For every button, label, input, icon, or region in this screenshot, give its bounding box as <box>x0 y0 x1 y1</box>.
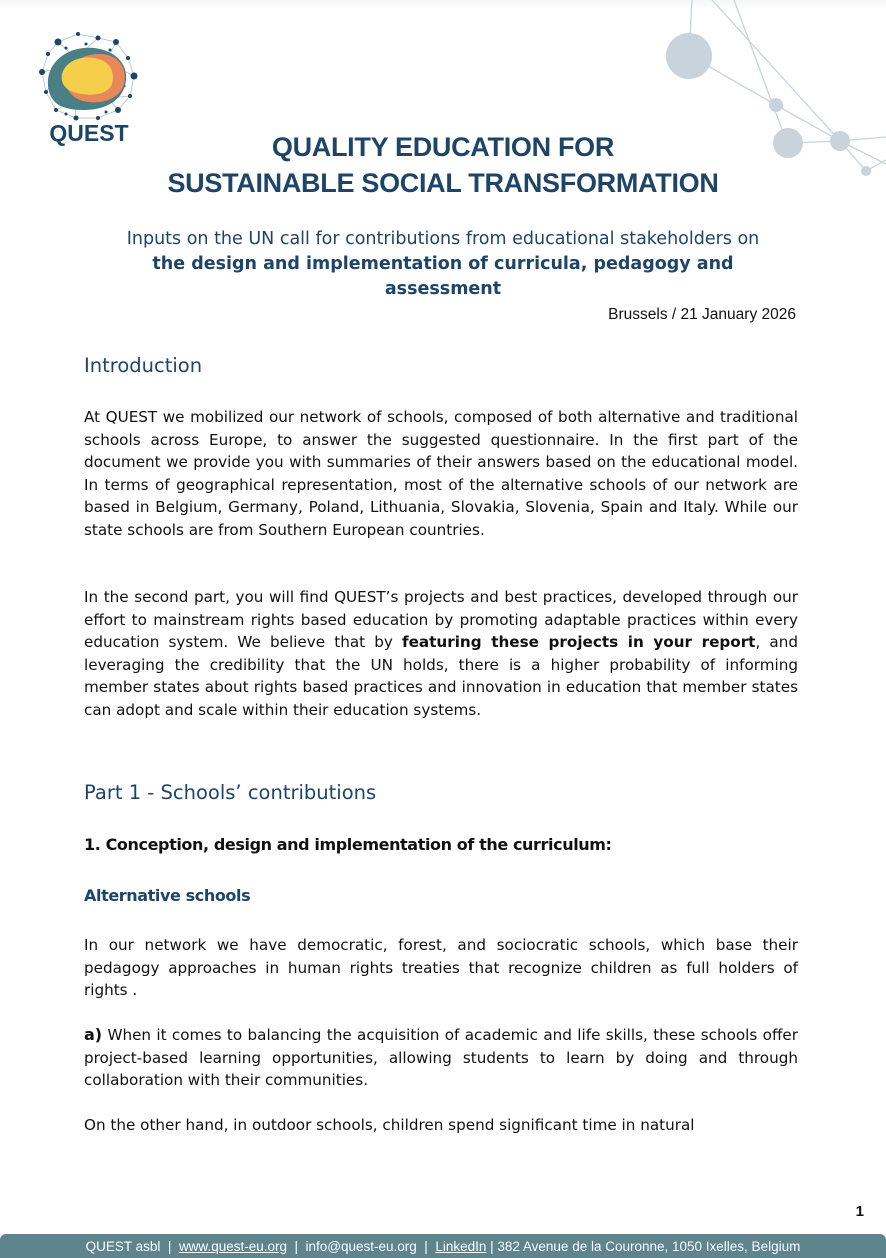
introduction-paragraph-1: At QUEST we mobilized our network of schools, composed of both alternative and traditional schools across Europe, to answer the suggested questionnaire. In the first part of the document we provide you with summaries of their answers based on the educational model. In terms of geographical representation, most of the alternative schools of our network are based in Belgium, Germany, Poland, Lithuania, Slovakia, Slovenia, Spain and Italy. While our state schools are from Southern European countries. <box>84 408 798 539</box>
item-label-a: a) <box>84 1025 103 1044</box>
part1-paragraph-1: In our network we have democratic, forest, and sociocratic schools, which base their pedagogy approaches in human rights treaties that recognize children as full holders of rights . <box>84 936 798 999</box>
alternative-schools-subheading: Alternative schools <box>84 886 251 905</box>
document-date: Brussels / 21 January 2026 <box>608 306 796 323</box>
document-title-line-1: QUALITY EDUCATION FOR <box>271 132 615 162</box>
para2-bold-emphasis: featuring these projects in your report <box>402 633 756 651</box>
footer-separator: | <box>416 1238 436 1254</box>
introduction-paragraph-2 <box>84 586 798 721</box>
footer-separator: | <box>160 1238 179 1254</box>
introduction-heading: Introduction <box>84 354 203 377</box>
footer-website-link[interactable]: www.quest-eu.org <box>178 1238 287 1254</box>
section-1-heading: 1. Conception, design and implementation of the curriculum: <box>84 835 612 854</box>
part1-paragraph-3: On the other hand, in outdoor schools, children spend significant time in natural <box>84 1116 695 1134</box>
footer-linkedin-link[interactable]: LinkedIn <box>435 1238 487 1254</box>
part1-heading: Part 1 - Schools’ contributions <box>84 781 377 804</box>
part1-paragraph-2 <box>84 1024 798 1092</box>
svg-text:QUEST: QUEST <box>49 120 129 146</box>
footer-separator: | <box>287 1238 306 1254</box>
footer-address: | 382 Avenue de la Couronne, 1050 Ixelles, Belgium <box>486 1238 801 1254</box>
page-number: 1 <box>855 1203 864 1220</box>
footer-email[interactable]: info@quest-eu.org <box>305 1238 417 1254</box>
page-footer <box>0 1234 886 1258</box>
subtitle-bold-line-2: the design and implementation of curricula, pedagogy and <box>152 254 734 274</box>
subtitle-line-1: Inputs on the UN call for contributions from educational stakeholders on <box>126 229 760 249</box>
para2-text-end: , and leveraging the credibility that the UN holds, there is a higher probability of informing member states about rights based practices and innovation in education that member states can adopt and scale within their education systems. <box>84 633 798 719</box>
para2-text-start: In the second part, you will find QUEST’s projects and best practices, developed through our effort to mainstream rights based education by promoting adaptable practices within every education system. We believe that by <box>84 588 798 651</box>
footer-org-name: QUEST asbl <box>85 1238 161 1254</box>
document-subtitle <box>60 227 826 302</box>
document-title-line-2: SUSTAINABLE SOCIAL TRANSFORMATION <box>167 168 719 198</box>
subtitle-bold-line-3: assessment <box>384 279 502 299</box>
part1-paragraph-2-text: When it comes to balancing the acquisition of academic and life skills, these schools offer project-based learning opportunities, allowing students to learn by doing and through collaboration with their communities. <box>84 1026 798 1089</box>
